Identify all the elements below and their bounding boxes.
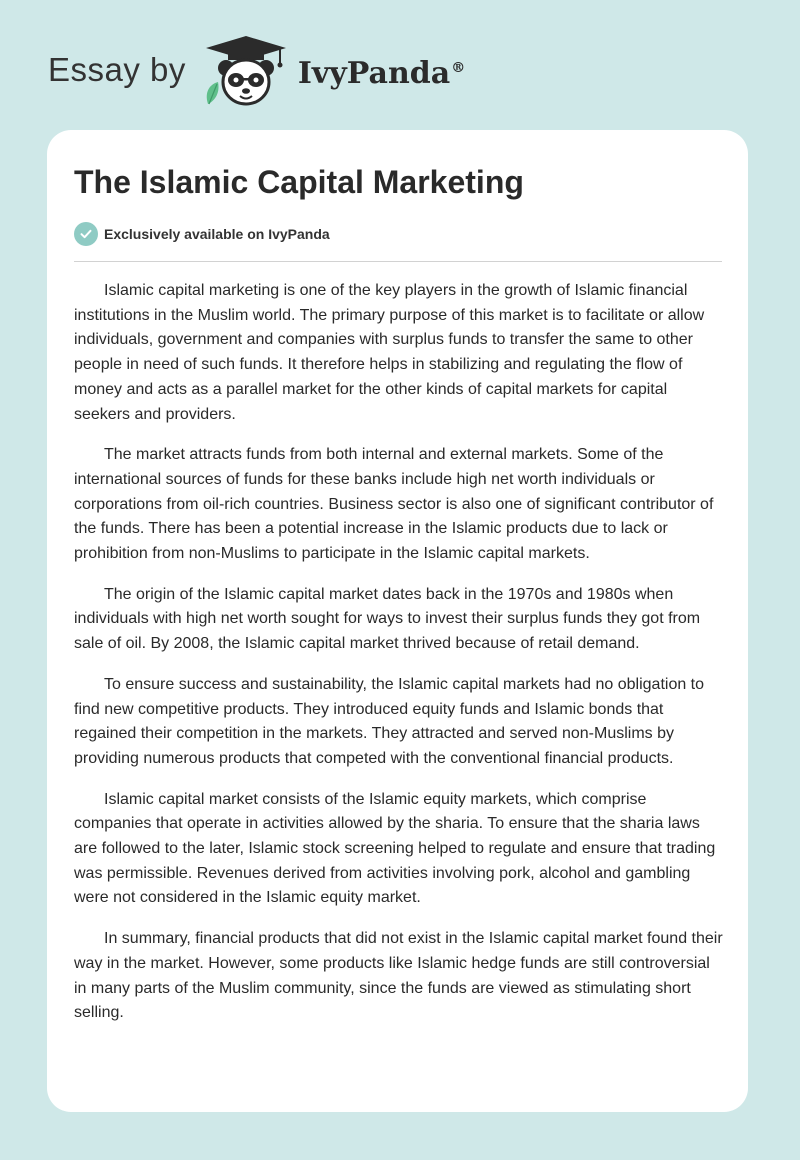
brand-text: IvyPanda: [297, 55, 451, 91]
exclusive-badge: [74, 222, 330, 246]
panda-graduate-logo-icon[interactable]: [200, 34, 292, 110]
site-header: [48, 34, 465, 110]
paragraph-1: Islamic capital marketing is one of the key players in the growth of Islamic financial institutions in the Muslim world. The primary purpose of this market is to facilitate or allow individuals, government and companies with surplus funds to transfer the same to other people in need of such funds. It therefore helps in stabilizing and regulating the flow of money and acts as a parallel market for the other kinds of capital markets for capital seekers and providers.: [74, 282, 705, 423]
paragraph-5: Islamic capital market consists of the Islamic equity markets, which comprise companies that operate in activities allowed by the sharia. To ensure that the sharia laws are followed to the later, Islamic stock screening helped to regulate and ensure that trading was permissible. Revenues derived from activities involving pork, alcohol and gambling were not considered in the Islamic equity market.: [74, 790, 716, 907]
essay-card: [47, 130, 748, 1112]
paragraph-4: To ensure success and sustainability, the Islamic capital markets had no obligation to find new competitive products. They introduced equity funds and Islamic bonds that regained their competition in the markets. They attracted and served non-Muslims by providing numerous products that competed with the conventional financial products.: [74, 675, 705, 767]
paragraph-6: In summary, financial products that did not exist in the Islamic capital market found their way in the market. However, some products like Islamic hedge funds are still controversial in many parts of the Muslim community, since the funds are viewed as stimulating short selling.: [74, 930, 723, 1022]
brand-name[interactable]: [298, 56, 465, 91]
title-divider: [74, 261, 722, 262]
essay-body: [74, 279, 724, 1042]
paragraph-3: The origin of the Islamic capital market dates back in the 1970s and 1980s when individuals with high net worth sought for ways to invest their surplus funds they got from sale of oil. By 2008, the Islamic capital market thrived because of retail demand.: [74, 585, 701, 653]
essay-title: The Islamic Capital Marketing: [74, 164, 524, 200]
essay-by-label: Essay by: [48, 51, 186, 88]
registered-mark: ®: [451, 59, 466, 76]
exclusive-badge-text: Exclusively available on IvyPanda: [104, 226, 330, 242]
check-icon: [74, 222, 98, 246]
paragraph-2: The market attracts funds from both internal and external markets. Some of the international sources of funds for these banks include high net worth individuals or corporations from oil-rich countries. Business sector is also one of significant contributor of the funds. There has been a potential increase in the Islamic products due to lack or prohibition from non-Muslims to participate in the Islamic capital markets.: [74, 446, 714, 563]
